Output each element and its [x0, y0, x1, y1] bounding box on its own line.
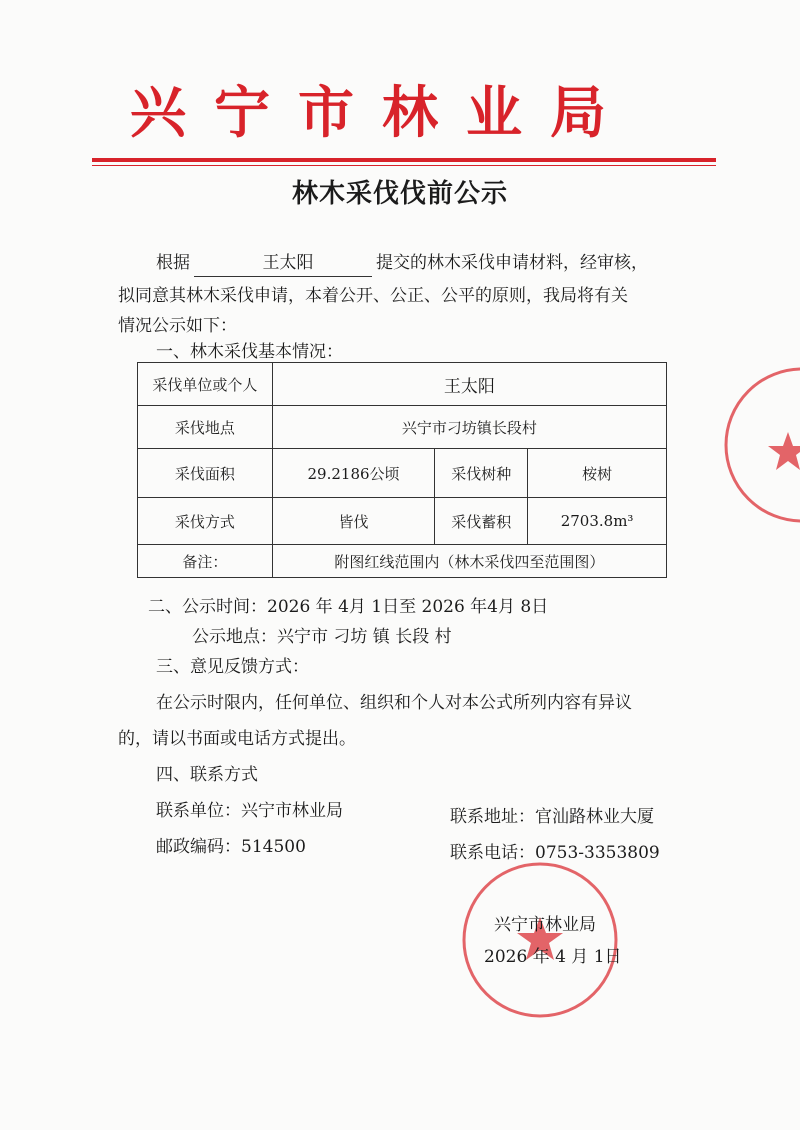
intro-line-1-rest: 提交的林木采伐申请材料，经审核， — [376, 253, 648, 273]
official-seal-edge — [690, 360, 800, 530]
section-3-heading: 三、意见反馈方式： — [156, 657, 309, 677]
official-seal — [455, 855, 625, 1025]
value-remark: 附图红线范围内（林木采伐四至范围图） — [272, 545, 666, 578]
label-remark: 备注： — [138, 545, 273, 578]
contact-address: 联系地址：官汕路林业大厦 — [450, 807, 654, 827]
postcode: 邮政编码：514500 — [156, 837, 306, 857]
label-logging-area: 采伐面积 — [138, 449, 273, 498]
label-logging-volume: 采伐蓄积 — [435, 498, 528, 545]
table-row — [138, 406, 667, 449]
label-tree-species: 采伐树种 — [435, 449, 528, 498]
section-1-heading: 一、林木采伐基本情况： — [156, 342, 343, 362]
feedback-line-1: 在公示时限内，任何单位、组织和个人对本公式所列内容有异议 — [156, 693, 632, 713]
notice-period: 二、公示时间：2026 年 4月 1日至 2026 年4月 8日 — [148, 597, 549, 617]
table-row — [138, 363, 667, 406]
value-logging-method: 皆伐 — [272, 498, 435, 545]
intro-prefix: 根据 — [156, 253, 190, 273]
feedback-line-2: 的，请以书面或电话方式提出。 — [118, 729, 356, 749]
label-logging-location: 采伐地点 — [138, 406, 273, 449]
label-logging-method: 采伐方式 — [138, 498, 273, 545]
logging-info-table — [137, 362, 667, 578]
contact-phone: 联系电话：0753-3353809 — [450, 843, 660, 863]
document-title: 林木采伐伐前公示 — [291, 179, 508, 209]
value-logging-area: 29.2186公顷 — [272, 449, 435, 498]
intro-line-3: 情况公示如下： — [118, 316, 237, 336]
label-logging-unit: 采伐单位或个人 — [138, 363, 273, 406]
contact-unit: 联系单位：兴宁市林业局 — [156, 801, 343, 821]
intro-line-2: 拟同意其林木采伐申请，本着公开、公正、公平的原则，我局将有关 — [118, 286, 628, 306]
table-row — [138, 449, 667, 498]
red-header-rule-thin — [92, 165, 716, 166]
table-row — [138, 545, 667, 578]
applicant-name: 王太阳 — [194, 250, 372, 277]
value-logging-unit: 王太阳 — [272, 363, 666, 406]
value-logging-location: 兴宁市刁坊镇长段村 — [272, 406, 666, 449]
red-header-rule — [92, 158, 716, 162]
table-row — [138, 498, 667, 545]
signature-org: 兴宁市林业局 — [494, 915, 596, 935]
notice-place: 公示地点：兴宁市 刁坊 镇 长段 村 — [192, 627, 452, 647]
signature-date: 2026 年 4 月 1日 — [484, 947, 622, 967]
value-logging-volume: 2703.8m³ — [528, 498, 667, 545]
org-masthead: 兴宁市林业局 — [130, 80, 634, 146]
section-4-heading: 四、联系方式 — [156, 765, 258, 785]
value-tree-species: 桉树 — [528, 449, 667, 498]
intro-line-1 — [156, 250, 648, 277]
